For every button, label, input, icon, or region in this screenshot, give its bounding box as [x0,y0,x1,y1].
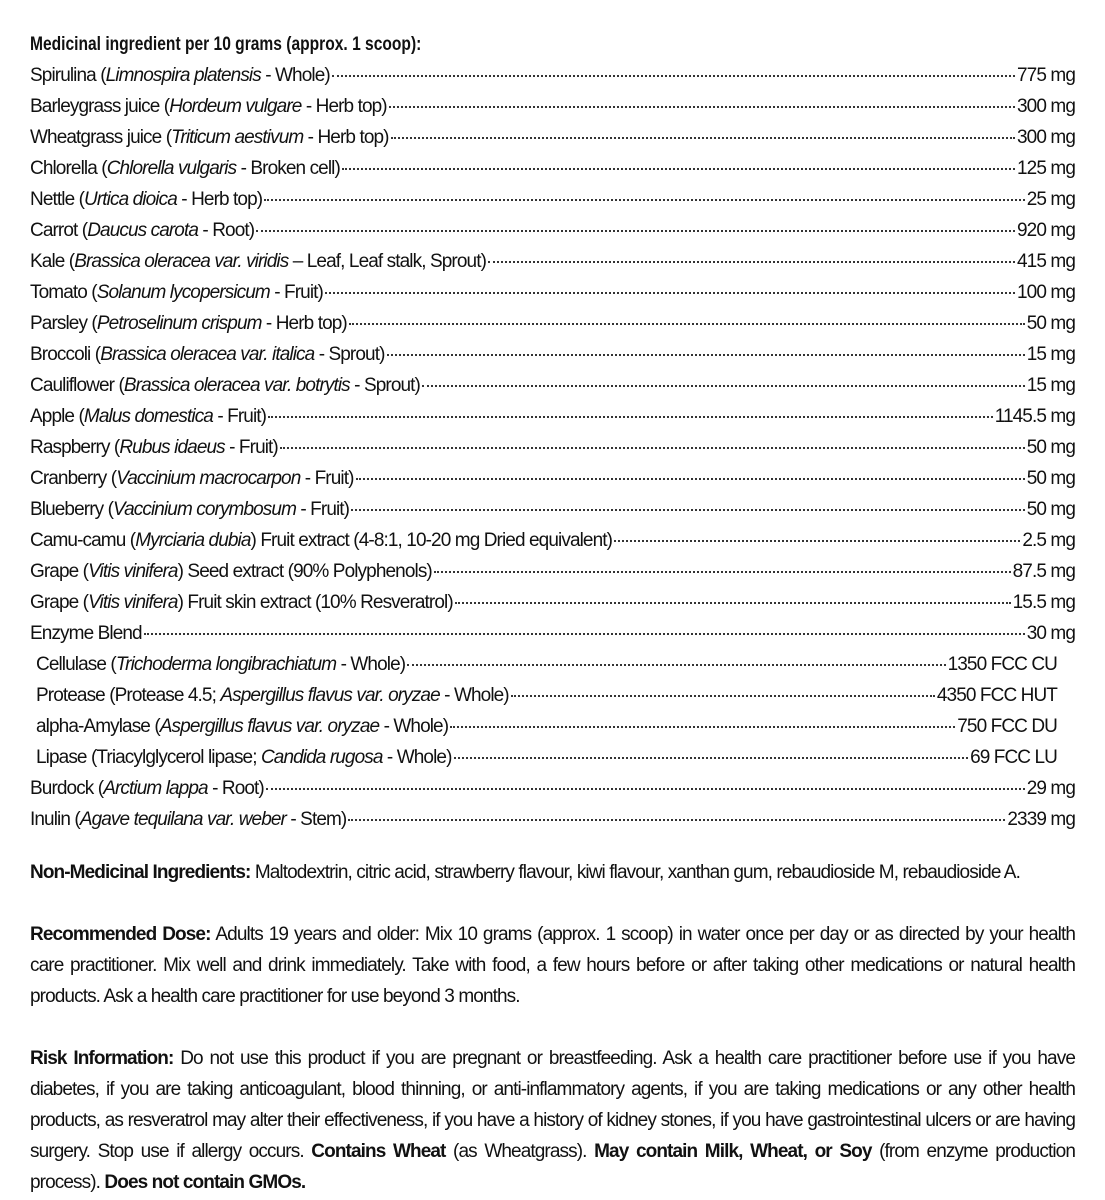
ingredient-common-name: Lipase (Triacylglycerol lipase; [36,747,261,768]
ingredient-part: - Herb top) [176,189,263,210]
ingredient-amount: 2339 mg [1007,809,1075,830]
dot-leader [407,664,945,666]
ingredient-part: - Herb top) [303,127,389,148]
ingredient-row [30,432,1075,463]
ingredient-name [36,742,452,773]
ingredient-common-name: Carrot ( [30,220,88,241]
ingredient-latin-name: Arctium lappa [103,778,208,799]
ingredient-name [36,649,405,680]
dot-leader [264,199,1025,201]
dot-leader [422,385,1025,387]
ingredient-name [30,618,142,649]
enzyme-ingredient-row [30,680,1075,711]
ingredient-common-name: Grape ( [30,561,89,582]
ingredient-amount: 29 mg [1026,778,1075,799]
ingredient-name [30,215,254,246]
ingredient-latin-name: Brassica oleracea var. viridis [74,251,289,272]
ingredient-amount: 25 mg [1026,189,1075,210]
recommended-dose-label: Recommended Dose: [30,924,211,945]
ingredient-latin-name: Urtica dioica [84,189,177,210]
ingredient-common-name: Cellulase ( [36,654,116,675]
risk-information-label: Risk Information: [30,1048,174,1069]
ingredient-name [30,494,349,525]
ingredient-part: - Fruit) [269,282,323,303]
ingredient-part: ) Fruit skin extract (10% Resveratrol) [177,592,453,613]
dot-leader [434,571,1011,573]
ingredient-amount: 1145.5 mg [994,406,1075,427]
ingredient-part: - Fruit) [224,437,278,458]
dot-leader [389,106,1015,108]
ingredient-part: - Fruit) [296,499,350,520]
ingredient-row [30,463,1075,494]
recommended-dose-text: Adults 19 years and older: Mix 10 grams (approx. 1 scoop) in water once per day or as directed by your health care practitioner. Mix well and drink immediately. Take with food, a few hours before or after taking other medications or natural health products. Ask a health care practitioner for use beyond 3 months. [30,924,1075,1007]
ingredient-row [30,494,1075,525]
ingredient-common-name: Grape ( [30,592,89,613]
dot-leader [144,633,1025,635]
ingredient-amount: 15.5 mg [1012,592,1075,613]
dot-leader [349,323,1025,325]
non-medicinal-text: Maltodextrin, citric acid, strawberry flavour, kiwi flavour, xanthan gum, rebaudioside M, rebaudioside A. [250,862,1020,883]
ingredient-amount: 300 mg [1017,127,1075,148]
ingredient-amount: 50 mg [1026,313,1075,334]
ingredient-common-name: Barleygrass juice ( [30,96,170,117]
ingredient-name [30,184,262,215]
ingredient-part: ) Fruit extract (4-8:1, 10-20 mg Dried equivalent) [250,530,613,551]
ingredient-common-name: Cranberry ( [30,468,117,489]
ingredient-part: - Stem) [285,809,347,830]
non-medicinal-label: Non-Medicinal Ingredients: [30,862,251,883]
dot-leader [614,540,1020,542]
ingredient-latin-name: Vaccinium macrocarpon [116,468,301,489]
ingredient-name [30,153,340,184]
ingredient-amount: 87.5 mg [1012,561,1075,582]
may-contain-allergens-warning: May contain Milk, Wheat, or Soy [594,1141,872,1162]
ingredient-common-name: Camu-camu ( [30,530,136,551]
ingredient-latin-name: Brassica oleracea var. italica [100,344,315,365]
ingredient-latin-name: Vitis vinifera [88,592,178,613]
ingredient-part: – Leaf, Leaf stalk, Sprout) [288,251,486,272]
dot-leader [342,168,1015,170]
ingredient-latin-name: Aspergillus flavus var. oryzae [220,685,440,706]
dot-leader [511,695,935,697]
ingredient-common-name: alpha-Amylase ( [36,716,160,737]
ingredient-common-name: Raspberry ( [30,437,120,458]
ingredient-common-name: Nettle ( [30,189,85,210]
dot-leader [455,602,1011,604]
ingredient-amount: 2.5 mg [1022,530,1075,551]
ingredient-common-name: Chlorella ( [30,158,107,179]
ingredient-latin-name: Limnospira platensis [105,65,261,86]
ingredient-common-name: Parsley ( [30,313,97,334]
ingredient-part: - Sprout) [349,375,420,396]
ingredient-part: - Herb top) [261,313,347,334]
ingredient-row [30,215,1075,246]
enzyme-ingredient-row [30,742,1075,773]
ingredient-latin-name: Candida rugosa [260,747,383,768]
gmo-statement: Does not contain GMOs. [104,1172,306,1193]
ingredient-latin-name: Rubus idaeus [119,437,225,458]
enzyme-ingredient-row [30,711,1075,742]
dot-leader [488,261,1015,263]
dot-leader [325,292,1015,294]
dot-leader [348,819,1005,821]
ingredient-row [30,773,1075,804]
ingredient-name [30,339,385,370]
ingredient-amount: 15 mg [1026,375,1075,396]
ingredient-common-name: Spirulina ( [30,65,106,86]
ingredient-amount: 50 mg [1026,468,1075,489]
ingredient-row [30,153,1075,184]
ingredient-latin-name: Trichoderma longibrachiatum [115,654,337,675]
ingredient-amount: 775 mg [1017,65,1075,86]
ingredient-part: - Whole) [260,65,330,86]
dot-leader [256,230,1015,232]
ingredient-common-name: Kale ( [30,251,75,272]
ingredient-row [30,587,1075,618]
ingredient-row [30,184,1075,215]
medicinal-ingredients-heading: Medicinal ingredient per 10 grams (approx. 1 scoop): [30,34,422,55]
ingredient-part: ) Seed extract (90% Polyphenols) [177,561,432,582]
ingredient-latin-name: Triticum aestivum [171,127,304,148]
ingredient-name [30,60,330,91]
ingredient-common-name: Inulin ( [30,809,80,830]
ingredient-amount: 415 mg [1017,251,1075,272]
ingredient-amount: 30 mg [1026,623,1075,644]
ingredient-row [30,246,1075,277]
ingredient-latin-name: Vitis vinifera [88,561,178,582]
ingredient-row [30,308,1075,339]
ingredient-amount: 125 mg [1017,158,1075,179]
ingredient-row [30,60,1075,91]
ingredient-latin-name: Petroselinum crispum [96,313,262,334]
ingredient-name [30,308,347,339]
ingredient-amount: 15 mg [1026,344,1075,365]
ingredient-name [36,680,509,711]
ingredient-amount: 100 mg [1017,282,1075,303]
ingredient-latin-name: Brassica oleracea var. botrytis [123,375,350,396]
ingredient-latin-name: Hordeum vulgare [169,96,302,117]
dot-leader [332,75,1015,77]
dot-leader [351,509,1025,511]
dot-leader [387,354,1025,356]
ingredient-name [30,525,612,556]
ingredient-latin-name: Malus domestica [83,406,213,427]
ingredient-common-name: Protease (Protease 4.5; [36,685,221,706]
ingredient-common-name: Broccoli ( [30,344,101,365]
dot-leader [454,757,969,759]
ingredient-row [30,401,1075,432]
ingredient-common-name: Enzyme Blend [30,623,142,644]
ingredient-part: - Fruit) [300,468,354,489]
ingredient-part: - Herb top) [301,96,387,117]
ingredient-name [30,370,420,401]
ingredient-row [30,618,1075,649]
dot-leader [268,416,993,418]
ingredient-common-name: Cauliflower ( [30,375,124,396]
ingredient-part: - Whole) [336,654,406,675]
risk-text-2: (as Wheatgrass). [445,1141,595,1162]
ingredient-name [30,463,354,494]
ingredient-row [30,339,1075,370]
ingredient-common-name: Wheatgrass juice ( [30,127,172,148]
ingredient-name [30,91,387,122]
ingredient-amount: 4350 FCC HUT [936,685,1057,706]
risk-text-3: (from enzyme production process). [30,1141,1075,1193]
ingredient-amount: 750 FCC DU [957,716,1057,737]
ingredient-latin-name: Solanum lycopersicum [96,282,270,303]
ingredient-name [30,277,323,308]
ingredient-amount: 300 mg [1017,96,1075,117]
ingredient-part: - Sprout) [314,344,385,365]
risk-information [30,1043,1075,1198]
ingredient-row [30,556,1075,587]
dot-leader [356,478,1025,480]
ingredient-latin-name: Daucus carota [87,220,199,241]
ingredient-part: - Whole) [379,716,449,737]
ingredient-latin-name: Agave tequilana var. weber [79,809,286,830]
ingredient-part: - Broken cell) [236,158,340,179]
ingredient-latin-name: Aspergillus flavus var. oryzae [159,716,380,737]
ingredient-row [30,370,1075,401]
recommended-dose [30,919,1075,1012]
ingredient-common-name: Burdock ( [30,778,104,799]
ingredient-common-name: Tomato ( [30,282,97,303]
ingredient-part: - Root) [207,778,264,799]
risk-text-1: Do not use this product if you are pregnant or breastfeeding. Ask a health care practitioner before use if you have diabetes, if you are taking anticoagulant, blood thinning, or anti-inflammatory agents, if you are taking medications or any other health products, as resveratrol may alter their effectiveness, if you have a history of kidney stones, if you have gastrointestinal ulcers or are having surgery. Stop use if allergy occurs. [30,1048,1075,1162]
dot-leader [266,788,1025,790]
dot-leader [391,137,1015,139]
ingredient-row [30,122,1075,153]
ingredient-amount: 50 mg [1026,437,1075,458]
ingredient-amount: 50 mg [1026,499,1075,520]
ingredient-part: - Whole) [439,685,509,706]
ingredient-list [30,60,1075,835]
ingredient-latin-name: Myrciaria dubia [135,530,251,551]
contains-wheat-warning: Contains Wheat [311,1141,446,1162]
ingredient-name [30,587,453,618]
ingredient-part: - Root) [198,220,255,241]
ingredient-row [30,277,1075,308]
ingredient-amount: 1350 FCC CU [947,654,1057,675]
ingredient-name [30,401,266,432]
ingredient-part: - Fruit) [212,406,267,427]
ingredient-common-name: Apple ( [30,406,84,427]
ingredient-common-name: Blueberry ( [30,499,114,520]
ingredient-latin-name: Chlorella vulgaris [106,158,237,179]
ingredient-name [30,246,486,277]
ingredient-amount: 69 FCC LU [970,747,1057,768]
ingredient-row [30,525,1075,556]
ingredient-row [30,804,1075,835]
ingredient-name [30,122,389,153]
dot-leader [280,447,1025,449]
ingredient-name [30,773,264,804]
ingredient-amount: 920 mg [1017,220,1075,241]
ingredient-name [30,804,346,835]
ingredient-name [30,556,432,587]
ingredient-name [36,711,448,742]
ingredient-name [30,432,278,463]
enzyme-ingredient-row [30,649,1075,680]
non-medicinal-ingredients [30,857,1075,888]
ingredient-part: - Whole) [382,747,452,768]
dot-leader [450,726,955,728]
ingredient-row [30,91,1075,122]
ingredient-latin-name: Vaccinium corymbosum [113,499,296,520]
